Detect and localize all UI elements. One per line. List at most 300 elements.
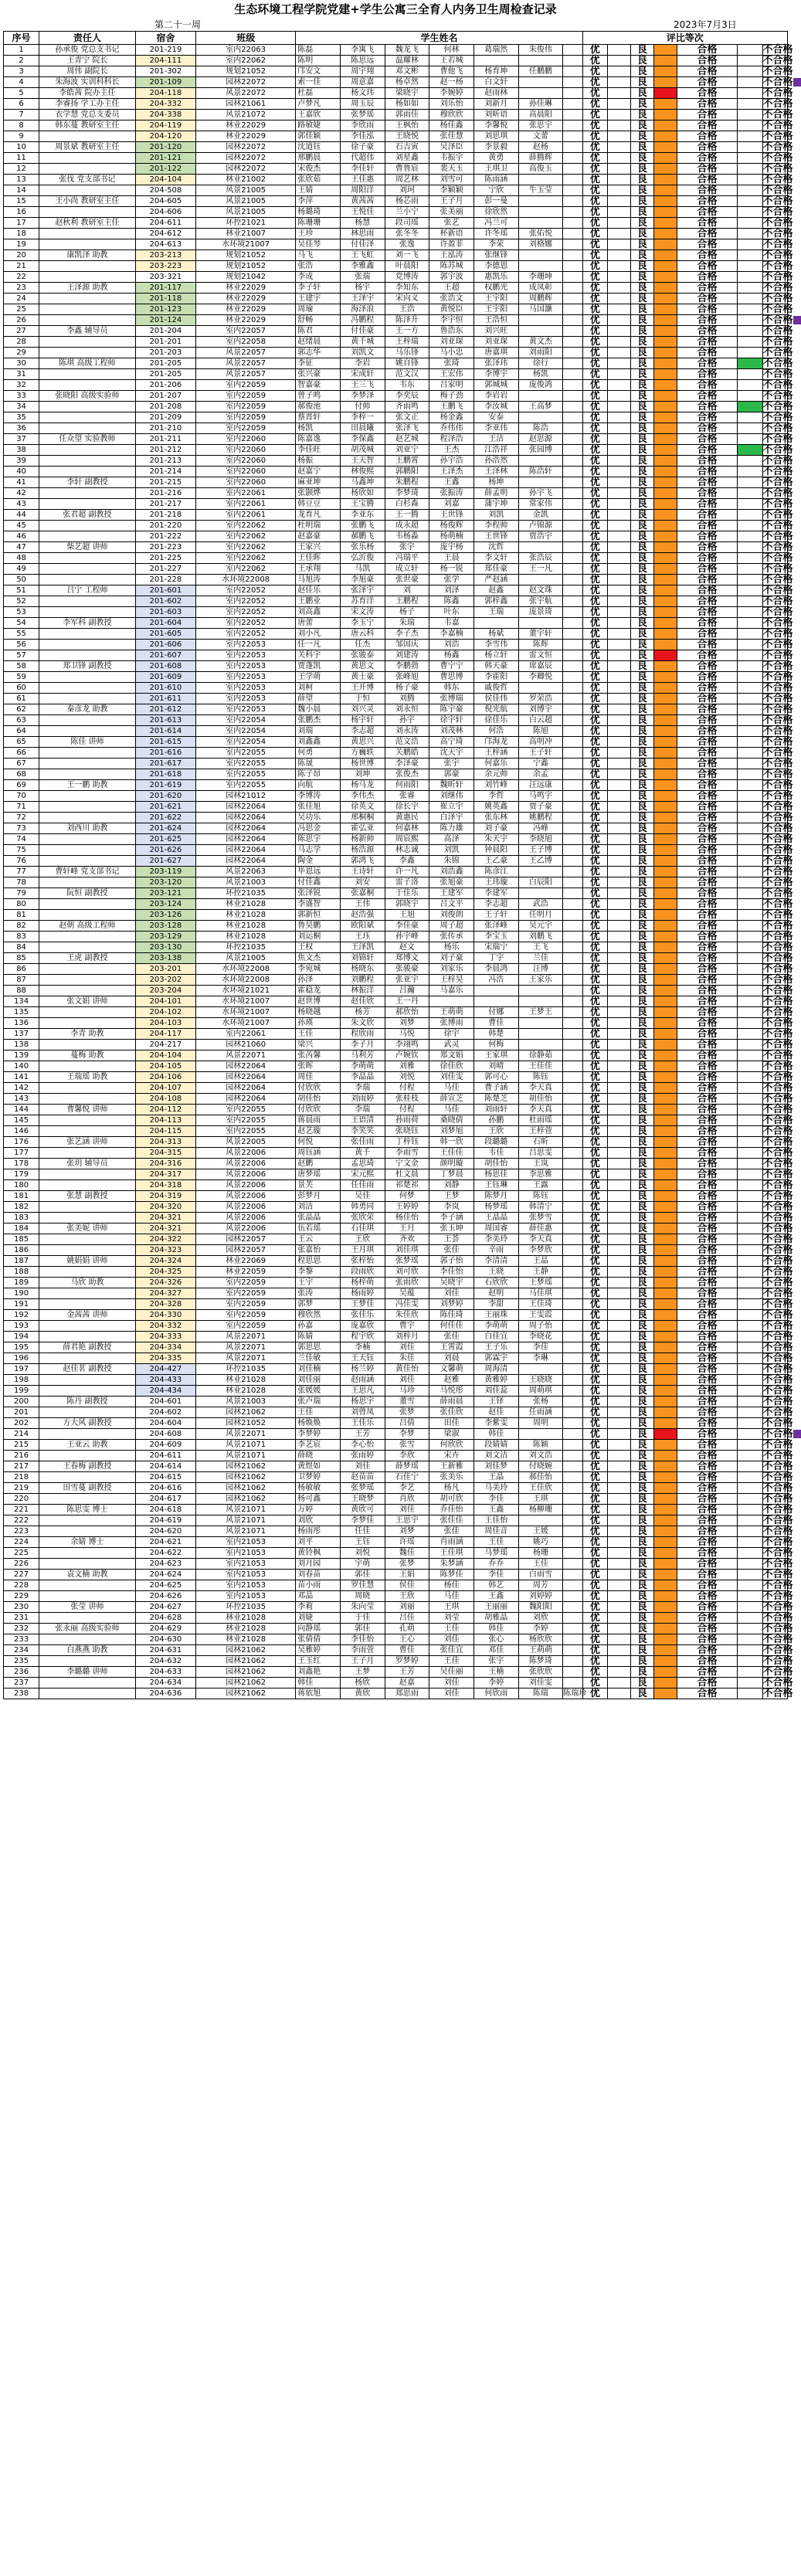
student-name: 刘坤 xyxy=(340,769,385,780)
student-name: 张泽玮 xyxy=(473,358,518,369)
grade-pass-marker xyxy=(738,650,762,661)
table-row xyxy=(4,759,788,769)
student-name: 庞景琦 xyxy=(518,607,563,618)
student-name: 赵嘉豪 xyxy=(296,531,341,542)
student-name: 黄文杰 xyxy=(518,337,563,348)
grade-good: 良 xyxy=(630,477,653,488)
student-name xyxy=(563,737,582,748)
grade-good: 良 xyxy=(630,845,653,856)
table-row xyxy=(4,1180,788,1191)
grade-good: 良 xyxy=(630,1407,653,1418)
responsible-person: 蔓梅 助教 xyxy=(39,1050,136,1061)
responsible-person: 阮恒 副教授 xyxy=(39,888,136,899)
dorm-room: 204-508 xyxy=(135,185,195,196)
student-name xyxy=(563,780,582,791)
grade-pass-marker xyxy=(738,120,762,131)
grade-pass: 合格 xyxy=(677,1440,737,1451)
responsible-person xyxy=(39,348,136,358)
dorm-room: 204-322 xyxy=(135,1234,195,1245)
table-row xyxy=(4,964,788,975)
grade-pass: 合格 xyxy=(677,618,737,629)
row-number: 220 xyxy=(4,1494,39,1505)
student-name: 刘子豪 xyxy=(473,823,518,834)
grade-fail: 不合格 xyxy=(762,1374,793,1386)
grade-pass-marker xyxy=(738,1061,762,1072)
grade-excellent-marker xyxy=(607,1105,630,1115)
student-name: 陈雨涵 xyxy=(473,175,518,185)
student-name: 雷子洛 xyxy=(385,877,429,888)
grade-excellent: 优 xyxy=(582,294,607,304)
class-name: 园林22072 xyxy=(196,77,296,88)
student-name: 高泽 xyxy=(429,834,474,845)
class-name: 室内22061 xyxy=(196,488,296,499)
grade-fail: 不合格 xyxy=(762,66,793,77)
grade-pass: 合格 xyxy=(677,358,737,369)
grade-excellent-marker xyxy=(607,434,630,445)
class-name: 园林21062 xyxy=(196,1461,296,1472)
student-name: 黄欣 xyxy=(340,1688,385,1699)
grade-good: 良 xyxy=(630,499,653,510)
responsible-person: 王泽源 助教 xyxy=(39,283,136,294)
table-row xyxy=(4,996,788,1007)
grade-fail: 不合格 xyxy=(762,1255,793,1267)
student-name: 王泽凯 xyxy=(340,942,385,953)
grade-pass-marker xyxy=(738,1332,762,1342)
responsible-person xyxy=(39,272,136,283)
student-name: 薛佳惠 xyxy=(518,1224,563,1234)
grade-pass: 合格 xyxy=(677,1526,737,1537)
student-name: 赵雨林 xyxy=(473,88,518,99)
grade-fail: 不合格 xyxy=(762,304,793,315)
student-name: 杨斌 xyxy=(473,629,518,640)
dorm-room: 204-630 xyxy=(135,1634,195,1645)
grade-pass-marker xyxy=(738,910,762,921)
student-name: 王霄霞 xyxy=(429,1342,474,1353)
grade-fail: 不合格 xyxy=(762,1093,793,1105)
grade-pass: 合格 xyxy=(677,164,737,175)
student-name: 李知东 xyxy=(385,283,429,294)
grade-excellent: 优 xyxy=(582,823,607,834)
student-name: 汪远康 xyxy=(518,780,563,791)
student-name: 杨柳珊 xyxy=(518,1505,563,1515)
dorm-room: 204-338 xyxy=(135,110,195,120)
grade-pass: 合格 xyxy=(677,596,737,607)
grade-excellent-marker xyxy=(607,1559,630,1570)
student-name: 黄千城 xyxy=(340,337,385,348)
grade-fail: 不合格 xyxy=(762,368,793,380)
grade-pass: 合格 xyxy=(677,348,737,358)
student-name: 刘悦 xyxy=(385,1072,429,1083)
student-name: 赵雨涵 xyxy=(340,1375,385,1386)
grade-fail: 不合格 xyxy=(762,952,793,964)
grade-excellent-marker xyxy=(607,304,630,315)
row-number: 141 xyxy=(4,1072,39,1083)
class-name: 室内22063 xyxy=(196,45,296,56)
grade-excellent-marker xyxy=(607,1688,630,1699)
student-name: 王建军 xyxy=(429,888,474,899)
class-name: 环控21035 xyxy=(196,888,296,899)
grade-good-marker xyxy=(653,640,677,650)
student-name xyxy=(563,1407,582,1418)
responsible-person: 陈佳 讲师 xyxy=(39,737,136,748)
grade-pass-marker xyxy=(738,531,762,542)
grade-good: 良 xyxy=(630,1332,653,1342)
grade-excellent: 优 xyxy=(582,1580,607,1591)
grade-excellent: 优 xyxy=(582,1040,607,1050)
student-name: 李程帅 xyxy=(473,521,518,531)
student-name xyxy=(563,802,582,813)
student-name: 韩一欣 xyxy=(429,1137,474,1148)
student-name: 齐欢 xyxy=(385,1234,429,1245)
responsible-person: 张慧 副教授 xyxy=(39,1191,136,1202)
student-name: 王芳 xyxy=(340,1429,385,1440)
grade-good: 良 xyxy=(630,1148,653,1159)
student-name: 刘梦 xyxy=(385,1018,429,1029)
class-name: 风景21005 xyxy=(196,207,296,218)
grade-fail: 不合格 xyxy=(762,1115,793,1126)
responsible-person: 张美妮 讲师 xyxy=(39,1224,136,1234)
grade-excellent: 优 xyxy=(582,1591,607,1602)
grade-pass: 合格 xyxy=(677,272,737,283)
grade-good: 良 xyxy=(630,1440,653,1451)
student-name: 魏小晨 xyxy=(296,704,341,715)
grade-good: 良 xyxy=(630,996,653,1007)
grade-good-marker xyxy=(653,1526,677,1537)
grade-fail: 不合格 xyxy=(762,779,793,791)
class-name: 风景22071 xyxy=(196,1050,296,1061)
grade-good-marker xyxy=(653,207,677,218)
dorm-room: 201-624 xyxy=(135,823,195,834)
grade-pass: 合格 xyxy=(677,629,737,640)
grade-pass-marker xyxy=(738,1418,762,1429)
grade-good: 良 xyxy=(630,77,653,88)
row-number: 76 xyxy=(4,856,39,867)
student-name: 郭晓宇 xyxy=(385,899,429,910)
grade-pass: 合格 xyxy=(677,185,737,196)
class-name: 室内22059 xyxy=(196,1321,296,1332)
grade-pass: 合格 xyxy=(677,1083,737,1094)
student-name: 关科宇 xyxy=(296,650,341,661)
responsible-person xyxy=(39,1234,136,1245)
student-name: 常家伟 xyxy=(518,499,563,510)
student-name: 王玮璇 xyxy=(473,877,518,888)
student-name: 李梦婷 xyxy=(296,1429,341,1440)
student-name: 韩佳 xyxy=(473,1624,518,1634)
student-name: 吴佳琴 xyxy=(296,239,341,250)
student-name: 王丽丽 xyxy=(473,1602,518,1613)
student-name: 温耀林 xyxy=(385,56,429,66)
student-name: 李德恩 xyxy=(473,261,518,272)
student-name: 陈君 xyxy=(296,326,341,337)
table-row xyxy=(4,694,788,704)
student-name: 张梦 xyxy=(385,1559,429,1570)
responsible-person xyxy=(39,488,136,499)
grade-pass: 合格 xyxy=(677,1191,737,1202)
student-name: 石昕 xyxy=(518,1137,563,1148)
grade-excellent-marker xyxy=(607,1624,630,1634)
dorm-room: 204-113 xyxy=(135,1115,195,1126)
student-name: 贾蓬凯 xyxy=(296,661,341,672)
grade-pass: 合格 xyxy=(677,791,737,802)
dorm-room: 204-434 xyxy=(135,1386,195,1397)
grade-good: 良 xyxy=(630,964,653,975)
student-name: 杨凯 xyxy=(296,423,341,434)
student-name: 吴雅婷 xyxy=(296,1645,341,1656)
student-name: 刘柯 xyxy=(296,683,341,694)
student-name: 王家兴 xyxy=(296,542,341,553)
row-number: 87 xyxy=(4,975,39,986)
student-name: 赵浩强 xyxy=(340,910,385,921)
grade-pass-marker xyxy=(738,813,762,823)
grade-pass-marker xyxy=(738,337,762,348)
grade-fail: 不合格 xyxy=(762,282,793,294)
grade-fail: 不合格 xyxy=(762,888,793,899)
grade-pass-marker xyxy=(738,434,762,445)
grade-excellent: 优 xyxy=(582,975,607,986)
student-name: 郑博文 xyxy=(385,953,429,964)
grade-excellent: 优 xyxy=(582,1429,607,1440)
table-row xyxy=(4,1007,788,1018)
dorm-room: 201-223 xyxy=(135,542,195,553)
class-name: 林业22029 xyxy=(196,283,296,294)
grade-good: 良 xyxy=(630,66,653,77)
student-name: 王佳佳 xyxy=(429,1148,474,1159)
student-name: 何勇 xyxy=(296,748,341,759)
class-name: 室内21053 xyxy=(196,1570,296,1580)
student-name: 张梦瑶 xyxy=(385,1256,429,1267)
student-name: 李亚东 xyxy=(340,510,385,521)
student-name: 马佳琪 xyxy=(518,1288,563,1299)
class-name: 园林21062 xyxy=(196,1494,296,1505)
grade-pass-marker xyxy=(738,1050,762,1061)
student-name: 石佳宁 xyxy=(385,1472,429,1483)
grade-pass: 合格 xyxy=(677,1267,737,1278)
student-name: 李鑫 xyxy=(385,856,429,867)
student-name xyxy=(563,921,582,932)
grade-good-marker xyxy=(653,304,677,315)
grade-fail: 不合格 xyxy=(762,1309,793,1321)
grade-pass-marker xyxy=(738,618,762,629)
student-name: 李汝城 xyxy=(473,402,518,412)
grade-excellent: 优 xyxy=(582,650,607,661)
grade-excellent: 优 xyxy=(582,337,607,348)
grade-good: 良 xyxy=(630,402,653,412)
grade-good: 良 xyxy=(630,142,653,153)
grade-pass: 合格 xyxy=(677,1515,737,1526)
row-number: 226 xyxy=(4,1559,39,1570)
student-name: 何佳佳 xyxy=(429,1321,474,1332)
row-number: 45 xyxy=(4,521,39,531)
responsible-person xyxy=(39,304,136,315)
responsible-person xyxy=(39,964,136,975)
grade-fail: 不合格 xyxy=(762,931,793,942)
row-number: 177 xyxy=(4,1148,39,1159)
row-number: 19 xyxy=(4,239,39,250)
student-name: 李子涵 xyxy=(429,1213,474,1224)
grade-pass-marker xyxy=(738,1040,762,1050)
dorm-room: 204-326 xyxy=(135,1278,195,1288)
grade-pass-marker xyxy=(738,1310,762,1321)
grade-excellent-marker xyxy=(607,380,630,391)
class-name: 室内22061 xyxy=(196,499,296,510)
student-name: 陈子昂 xyxy=(296,769,341,780)
grade-excellent: 优 xyxy=(582,445,607,456)
grade-pass: 合格 xyxy=(677,910,737,921)
class-name: 风景21005 xyxy=(196,196,296,207)
student-name: 李黎 xyxy=(296,1267,341,1278)
grade-fail: 不合格 xyxy=(762,185,793,196)
dorm-room: 204-632 xyxy=(135,1656,195,1667)
table-row xyxy=(4,110,788,120)
responsible-person: 曹轩峰 党支部书记 xyxy=(39,867,136,877)
student-name: 胡雅晶 xyxy=(473,1613,518,1624)
student-name: 姚英鑫 xyxy=(473,802,518,813)
grade-fail: 不合格 xyxy=(762,1688,793,1699)
student-name: 李岩岩 xyxy=(473,391,518,402)
grade-excellent: 优 xyxy=(582,153,607,164)
grade-pass-marker xyxy=(738,921,762,932)
student-name: 马悦 xyxy=(385,1029,429,1040)
student-name: 王荟 xyxy=(429,1234,474,1245)
grade-excellent: 优 xyxy=(582,748,607,759)
student-name: 郝鹏飞 xyxy=(340,531,385,542)
table-row xyxy=(4,899,788,910)
student-name: 杨育坤 xyxy=(473,66,518,77)
grade-fail: 不合格 xyxy=(762,1277,793,1288)
grade-pass: 合格 xyxy=(677,412,737,423)
student-name: 王家乐 xyxy=(518,975,563,986)
responsible-person xyxy=(39,683,136,694)
student-name: 李萌萌 xyxy=(340,1061,385,1072)
student-name xyxy=(563,683,582,694)
responsible-person: 赵朝 高级工程师 xyxy=(39,921,136,932)
grade-fail: 不合格 xyxy=(762,769,793,780)
table-row xyxy=(4,1656,788,1667)
row-number: 64 xyxy=(4,726,39,737)
dorm-room: 201-602 xyxy=(135,596,195,607)
grade-good: 良 xyxy=(630,683,653,694)
student-name xyxy=(563,88,582,99)
student-name: 杨佳鑫 xyxy=(429,120,474,131)
grade-excellent: 优 xyxy=(582,1667,607,1678)
grade-fail: 不合格 xyxy=(762,260,793,272)
student-name: 马小忠 xyxy=(429,348,474,358)
table-row xyxy=(4,813,788,823)
grade-good-marker xyxy=(653,1645,677,1656)
student-name: 王晶 xyxy=(518,1256,563,1267)
table-row xyxy=(4,164,788,175)
grade-fail: 不合格 xyxy=(762,660,793,672)
grade-good: 良 xyxy=(630,467,653,477)
dorm-room: 201-214 xyxy=(135,467,195,477)
dorm-room: 203-138 xyxy=(135,953,195,964)
student-name: 刘梦旭 xyxy=(429,1126,474,1137)
class-name: 室内22052 xyxy=(196,607,296,618)
student-name xyxy=(563,283,582,294)
grade-pass: 合格 xyxy=(677,1548,737,1559)
grade-good: 良 xyxy=(630,1342,653,1353)
student-name xyxy=(563,110,582,120)
header-no: 序号 xyxy=(4,32,39,45)
grade-pass-marker xyxy=(738,1137,762,1148)
student-name: 赵嘉 xyxy=(385,1678,429,1688)
student-name: 宁鑫 xyxy=(518,759,563,769)
grade-pass: 合格 xyxy=(677,856,737,867)
row-number: 31 xyxy=(4,369,39,380)
responsible-person: 刘西川 助教 xyxy=(39,823,136,834)
grade-pass-marker xyxy=(738,1191,762,1202)
grade-good: 良 xyxy=(630,1050,653,1061)
grade-good-marker xyxy=(653,175,677,185)
class-name: 风景22006 xyxy=(196,1180,296,1191)
student-name: 周萌琪 xyxy=(518,1386,563,1397)
grade-pass: 合格 xyxy=(677,1332,737,1342)
student-name: 王雯霞 xyxy=(518,1310,563,1321)
student-name xyxy=(563,1429,582,1440)
grade-good: 良 xyxy=(630,45,653,56)
table-row xyxy=(4,1288,788,1299)
grade-excellent: 优 xyxy=(582,1018,607,1029)
student-name xyxy=(563,1678,582,1688)
table-row xyxy=(4,780,788,791)
student-name xyxy=(518,1364,563,1375)
student-name: 李征 xyxy=(296,358,341,369)
table-row xyxy=(4,737,788,748)
responsible-person: 陈丹 副教授 xyxy=(39,1397,136,1407)
student-name: 张浩 xyxy=(296,261,341,272)
dorm-room: 203-128 xyxy=(135,921,195,932)
grade-excellent-marker xyxy=(607,845,630,856)
student-name: 王钰 xyxy=(340,1537,385,1548)
student-name: 权鹏光 xyxy=(473,283,518,294)
grade-good: 良 xyxy=(630,1288,653,1299)
student-name: 赵文珠 xyxy=(518,585,563,596)
student-name: 王泽林 xyxy=(473,467,518,477)
grade-good-marker xyxy=(653,1299,677,1310)
student-name: 赵杨 xyxy=(518,142,563,153)
student-name: 张杨 xyxy=(518,1397,563,1407)
row-number: 219 xyxy=(4,1483,39,1494)
student-name: 郑文娟 xyxy=(429,1050,474,1061)
student-name: 刘亚琛 xyxy=(473,337,518,348)
grade-pass-marker xyxy=(738,207,762,218)
student-name xyxy=(518,77,563,88)
student-name: 杨新帅 xyxy=(340,834,385,845)
student-name: 王泓涛 xyxy=(429,250,474,261)
class-name: 风景21003 xyxy=(196,877,296,888)
student-name xyxy=(563,1602,582,1613)
student-name: 周玉辰 xyxy=(340,99,385,110)
student-name: 张佳宜 xyxy=(429,1645,474,1656)
student-name: 张振涛 xyxy=(429,488,474,499)
grade-excellent: 优 xyxy=(582,326,607,337)
responsible-person xyxy=(39,942,136,953)
student-name: 张骏豪 xyxy=(385,964,429,975)
student-name: 张媛媛 xyxy=(296,1386,341,1397)
student-name xyxy=(563,1040,582,1050)
grade-pass-marker xyxy=(738,1667,762,1678)
student-name xyxy=(518,412,563,423)
grade-pass: 合格 xyxy=(677,1029,737,1040)
student-name xyxy=(563,337,582,348)
class-name: 室内21053 xyxy=(196,1591,296,1602)
grade-excellent: 优 xyxy=(582,348,607,358)
student-name: 孙泽 xyxy=(296,975,341,986)
student-name: 李建军 xyxy=(473,888,518,899)
student-name: 叶东 xyxy=(429,607,474,618)
grade-good-marker xyxy=(653,1440,677,1451)
grade-good-marker xyxy=(653,715,677,726)
